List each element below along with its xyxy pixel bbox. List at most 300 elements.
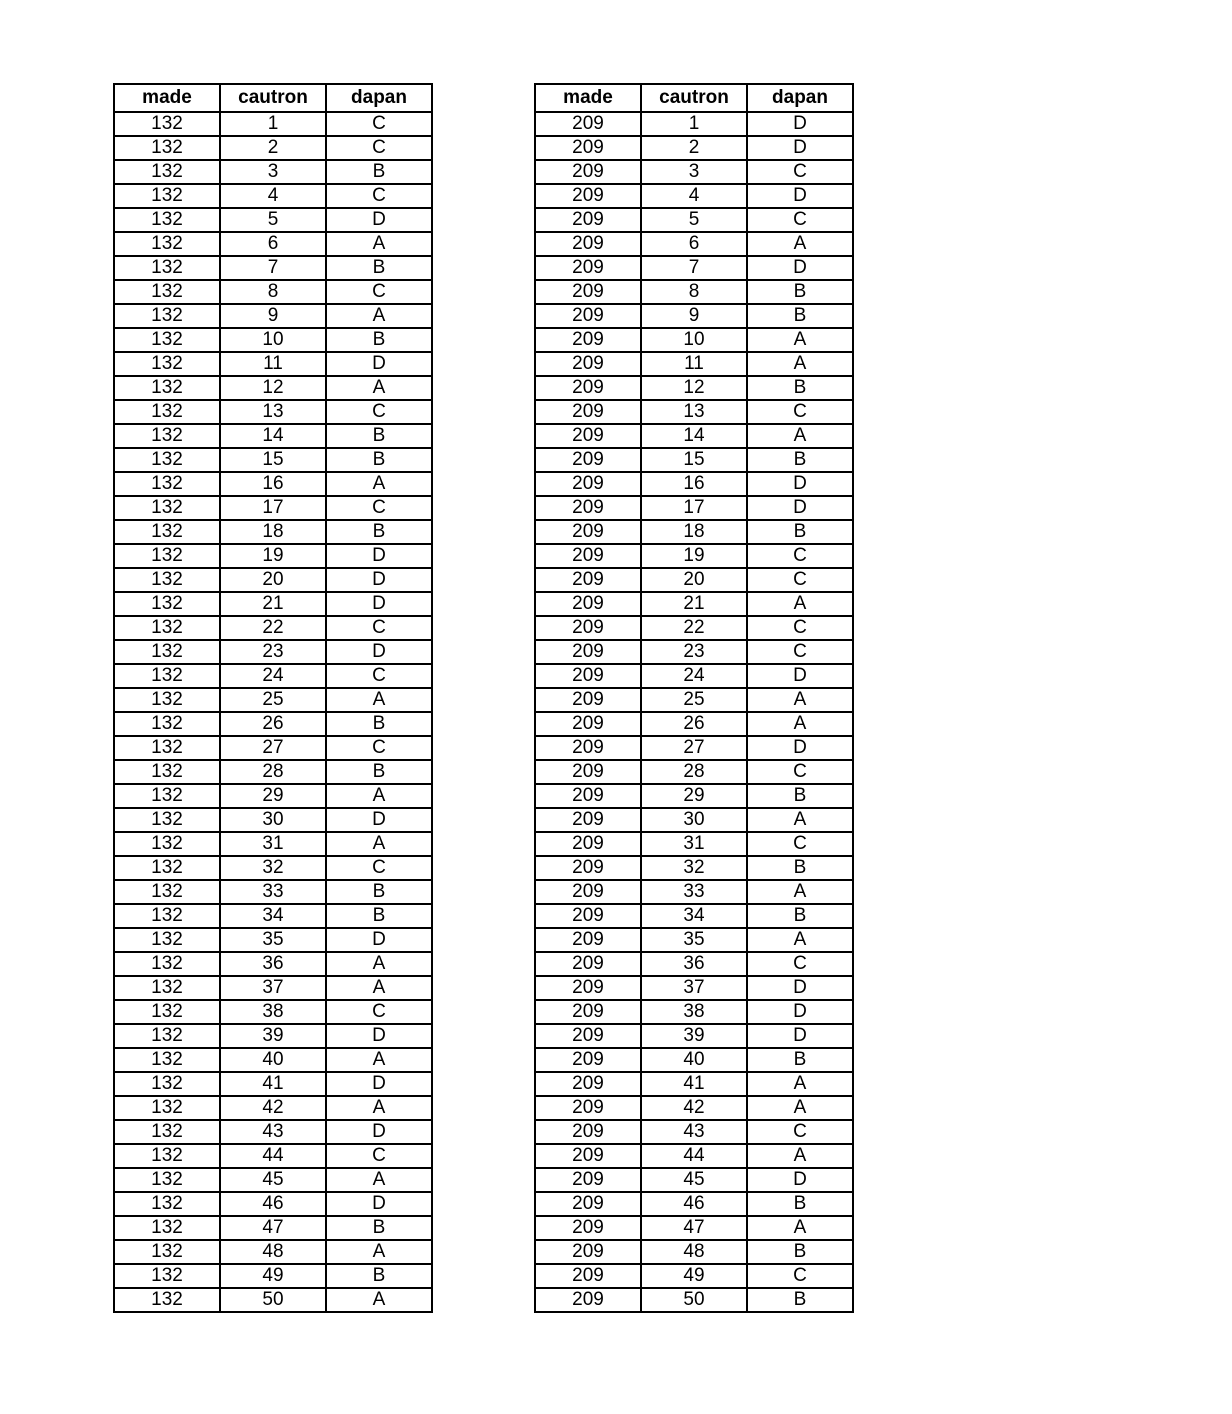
cell-made: 209 — [535, 280, 641, 304]
cell-made: 132 — [114, 1000, 220, 1024]
table-row — [535, 1288, 853, 1312]
cell-made: 132 — [114, 928, 220, 952]
header-cautron: cautron — [220, 84, 326, 112]
cell-dapan: A — [326, 232, 432, 256]
cell-cautron: 38 — [220, 1000, 326, 1024]
cell-cautron: 43 — [641, 1120, 747, 1144]
cell-cautron: 43 — [220, 1120, 326, 1144]
cell-made: 132 — [114, 1192, 220, 1216]
table-header-row — [535, 84, 853, 112]
table-row — [114, 856, 432, 880]
cell-cautron: 15 — [220, 448, 326, 472]
cell-dapan: D — [326, 352, 432, 376]
cell-made: 209 — [535, 328, 641, 352]
table-row — [114, 496, 432, 520]
table-row — [114, 112, 432, 136]
table-row — [114, 1120, 432, 1144]
cell-made: 209 — [535, 256, 641, 280]
table-row — [535, 1024, 853, 1048]
cell-cautron: 27 — [220, 736, 326, 760]
cell-dapan: C — [326, 136, 432, 160]
cell-made: 132 — [114, 904, 220, 928]
cell-made: 209 — [535, 208, 641, 232]
cell-made: 132 — [114, 1216, 220, 1240]
cell-made: 209 — [535, 856, 641, 880]
cell-dapan: C — [747, 1120, 853, 1144]
cell-dapan: C — [747, 1264, 853, 1288]
cell-cautron: 14 — [641, 424, 747, 448]
cell-cautron: 47 — [220, 1216, 326, 1240]
table-row — [114, 664, 432, 688]
table-row — [114, 1000, 432, 1024]
cell-made: 209 — [535, 1120, 641, 1144]
cell-dapan: C — [326, 1144, 432, 1168]
table-row — [535, 448, 853, 472]
cell-cautron: 24 — [641, 664, 747, 688]
cell-cautron: 10 — [220, 328, 326, 352]
cell-cautron: 21 — [641, 592, 747, 616]
cell-dapan: C — [326, 400, 432, 424]
cell-cautron: 17 — [641, 496, 747, 520]
cell-cautron: 50 — [220, 1288, 326, 1312]
cell-made: 132 — [114, 1120, 220, 1144]
cell-made: 132 — [114, 256, 220, 280]
cell-dapan: B — [747, 1288, 853, 1312]
cell-made: 209 — [535, 400, 641, 424]
cell-dapan: D — [747, 256, 853, 280]
cell-cautron: 11 — [641, 352, 747, 376]
cell-dapan: D — [747, 136, 853, 160]
table-row — [535, 1240, 853, 1264]
cell-cautron: 12 — [220, 376, 326, 400]
cell-dapan: D — [326, 1072, 432, 1096]
table-row — [535, 1264, 853, 1288]
cell-cautron: 8 — [220, 280, 326, 304]
cell-dapan: C — [747, 640, 853, 664]
cell-cautron: 14 — [220, 424, 326, 448]
table-row — [535, 1096, 853, 1120]
cell-dapan: A — [326, 304, 432, 328]
cell-made: 132 — [114, 736, 220, 760]
cell-cautron: 27 — [641, 736, 747, 760]
cell-dapan: A — [747, 232, 853, 256]
cell-cautron: 13 — [220, 400, 326, 424]
table-row — [535, 280, 853, 304]
cell-dapan: C — [326, 184, 432, 208]
cell-cautron: 34 — [220, 904, 326, 928]
cell-dapan: B — [326, 880, 432, 904]
cell-cautron: 37 — [220, 976, 326, 1000]
cell-cautron: 29 — [641, 784, 747, 808]
cell-dapan: A — [747, 424, 853, 448]
table-row — [114, 1096, 432, 1120]
table-row — [114, 208, 432, 232]
cell-cautron: 30 — [220, 808, 326, 832]
cell-made: 209 — [535, 352, 641, 376]
cell-dapan: D — [747, 736, 853, 760]
cell-dapan: B — [326, 256, 432, 280]
cell-cautron: 44 — [220, 1144, 326, 1168]
cell-dapan: A — [747, 1144, 853, 1168]
cell-made: 209 — [535, 424, 641, 448]
table-row — [114, 616, 432, 640]
cell-cautron: 49 — [220, 1264, 326, 1288]
cell-cautron: 16 — [641, 472, 747, 496]
cell-cautron: 28 — [220, 760, 326, 784]
cell-cautron: 34 — [641, 904, 747, 928]
table-row — [535, 304, 853, 328]
table-row — [535, 184, 853, 208]
cell-dapan: D — [747, 472, 853, 496]
cell-made: 209 — [535, 496, 641, 520]
cell-dapan: A — [747, 328, 853, 352]
cell-made: 209 — [535, 760, 641, 784]
cell-made: 209 — [535, 160, 641, 184]
cell-made: 132 — [114, 136, 220, 160]
cell-made: 132 — [114, 520, 220, 544]
table-row — [535, 424, 853, 448]
cell-made: 132 — [114, 1264, 220, 1288]
cell-cautron: 32 — [641, 856, 747, 880]
cell-dapan: C — [326, 280, 432, 304]
cell-dapan: B — [326, 760, 432, 784]
cell-cautron: 29 — [220, 784, 326, 808]
cell-dapan: C — [747, 160, 853, 184]
cell-cautron: 24 — [220, 664, 326, 688]
table-row — [114, 976, 432, 1000]
cell-dapan: B — [326, 712, 432, 736]
cell-made: 209 — [535, 688, 641, 712]
table-row — [114, 568, 432, 592]
cell-cautron: 12 — [641, 376, 747, 400]
table-row — [535, 400, 853, 424]
cell-cautron: 7 — [641, 256, 747, 280]
table-row — [535, 616, 853, 640]
cell-made: 209 — [535, 616, 641, 640]
cell-dapan: A — [326, 1288, 432, 1312]
table-row — [114, 448, 432, 472]
cell-dapan: A — [747, 712, 853, 736]
cell-made: 209 — [535, 136, 641, 160]
cell-made: 209 — [535, 1288, 641, 1312]
cell-made: 209 — [535, 1000, 641, 1024]
cell-cautron: 5 — [220, 208, 326, 232]
cell-made: 209 — [535, 832, 641, 856]
cell-made: 132 — [114, 1096, 220, 1120]
cell-cautron: 4 — [220, 184, 326, 208]
cell-made: 209 — [535, 664, 641, 688]
table-row — [114, 376, 432, 400]
cell-dapan: B — [747, 856, 853, 880]
table-row — [114, 1264, 432, 1288]
header-made: made — [114, 84, 220, 112]
cell-dapan: B — [747, 304, 853, 328]
table-row — [114, 832, 432, 856]
table-row — [535, 952, 853, 976]
cell-made: 209 — [535, 640, 641, 664]
table-row — [535, 904, 853, 928]
cell-cautron: 21 — [220, 592, 326, 616]
table-row — [114, 952, 432, 976]
cell-cautron: 7 — [220, 256, 326, 280]
cell-dapan: A — [747, 808, 853, 832]
cell-cautron: 2 — [220, 136, 326, 160]
table-row — [535, 328, 853, 352]
cell-dapan: B — [747, 784, 853, 808]
table-row — [114, 304, 432, 328]
cell-cautron: 42 — [220, 1096, 326, 1120]
cell-made: 132 — [114, 352, 220, 376]
cell-cautron: 48 — [641, 1240, 747, 1264]
cell-made: 132 — [114, 304, 220, 328]
cell-cautron: 39 — [641, 1024, 747, 1048]
cell-made: 132 — [114, 688, 220, 712]
cell-made: 209 — [535, 976, 641, 1000]
cell-made: 132 — [114, 880, 220, 904]
cell-made: 209 — [535, 904, 641, 928]
cell-dapan: B — [747, 280, 853, 304]
cell-made: 132 — [114, 1072, 220, 1096]
table-row — [114, 232, 432, 256]
table-row — [114, 1216, 432, 1240]
cell-cautron: 33 — [641, 880, 747, 904]
cell-made: 209 — [535, 952, 641, 976]
cell-dapan: C — [747, 832, 853, 856]
table-header-row — [114, 84, 432, 112]
cell-dapan: B — [747, 904, 853, 928]
cell-made: 132 — [114, 832, 220, 856]
cell-made: 209 — [535, 304, 641, 328]
cell-dapan: D — [747, 496, 853, 520]
cell-cautron: 9 — [641, 304, 747, 328]
table-row — [535, 112, 853, 136]
cell-made: 209 — [535, 1240, 641, 1264]
table-row — [114, 1192, 432, 1216]
cell-cautron: 5 — [641, 208, 747, 232]
table-body — [114, 112, 432, 1312]
cell-cautron: 22 — [641, 616, 747, 640]
cell-dapan: D — [326, 544, 432, 568]
cell-cautron: 36 — [220, 952, 326, 976]
cell-dapan: A — [747, 880, 853, 904]
cell-cautron: 42 — [641, 1096, 747, 1120]
cell-made: 132 — [114, 856, 220, 880]
cell-made: 132 — [114, 808, 220, 832]
cell-cautron: 30 — [641, 808, 747, 832]
cell-made: 132 — [114, 496, 220, 520]
cell-dapan: A — [326, 832, 432, 856]
cell-dapan: C — [326, 736, 432, 760]
cell-made: 132 — [114, 976, 220, 1000]
cell-made: 132 — [114, 1024, 220, 1048]
table-row — [114, 1240, 432, 1264]
cell-dapan: D — [747, 112, 853, 136]
cell-made: 132 — [114, 1144, 220, 1168]
cell-cautron: 6 — [641, 232, 747, 256]
cell-dapan: B — [747, 520, 853, 544]
cell-dapan: C — [747, 400, 853, 424]
table-row — [535, 808, 853, 832]
cell-cautron: 41 — [220, 1072, 326, 1096]
table-row — [114, 136, 432, 160]
table-row — [114, 160, 432, 184]
table-row — [535, 1192, 853, 1216]
cell-cautron: 25 — [641, 688, 747, 712]
table-row — [114, 592, 432, 616]
header-made: made — [535, 84, 641, 112]
cell-dapan: A — [326, 952, 432, 976]
table-row — [114, 1288, 432, 1312]
cell-made: 132 — [114, 616, 220, 640]
cell-dapan: C — [326, 616, 432, 640]
header-cautron: cautron — [641, 84, 747, 112]
cell-dapan: A — [747, 592, 853, 616]
cell-dapan: A — [747, 352, 853, 376]
cell-dapan: A — [326, 1168, 432, 1192]
cell-made: 209 — [535, 1144, 641, 1168]
cell-dapan: A — [326, 472, 432, 496]
table-row — [535, 544, 853, 568]
cell-dapan: C — [747, 544, 853, 568]
cell-dapan: B — [747, 1240, 853, 1264]
cell-dapan: B — [326, 1216, 432, 1240]
cell-cautron: 8 — [641, 280, 747, 304]
cell-made: 209 — [535, 1072, 641, 1096]
table-row — [114, 400, 432, 424]
cell-dapan: C — [326, 112, 432, 136]
cell-cautron: 32 — [220, 856, 326, 880]
cell-made: 132 — [114, 112, 220, 136]
cell-made: 209 — [535, 1096, 641, 1120]
cell-made: 209 — [535, 784, 641, 808]
table-row — [114, 736, 432, 760]
cell-dapan: C — [747, 952, 853, 976]
cell-dapan: C — [326, 664, 432, 688]
cell-dapan: D — [747, 1168, 853, 1192]
cell-dapan: B — [326, 424, 432, 448]
cell-made: 132 — [114, 784, 220, 808]
cell-cautron: 28 — [641, 760, 747, 784]
table-row — [535, 1048, 853, 1072]
cell-dapan: A — [326, 376, 432, 400]
cell-made: 209 — [535, 736, 641, 760]
table-row — [535, 664, 853, 688]
table-row — [114, 520, 432, 544]
cell-cautron: 20 — [220, 568, 326, 592]
table-row — [535, 232, 853, 256]
cell-cautron: 41 — [641, 1072, 747, 1096]
cell-made: 209 — [535, 568, 641, 592]
cell-dapan: C — [747, 568, 853, 592]
cell-cautron: 50 — [641, 1288, 747, 1312]
cell-made: 132 — [114, 1288, 220, 1312]
cell-made: 209 — [535, 1168, 641, 1192]
cell-made: 132 — [114, 712, 220, 736]
cell-made: 132 — [114, 328, 220, 352]
cell-cautron: 40 — [220, 1048, 326, 1072]
cell-made: 132 — [114, 424, 220, 448]
table-row — [535, 880, 853, 904]
cell-made: 132 — [114, 184, 220, 208]
table-row — [535, 136, 853, 160]
cell-cautron: 15 — [641, 448, 747, 472]
table-row — [114, 808, 432, 832]
cell-made: 209 — [535, 520, 641, 544]
cell-cautron: 19 — [220, 544, 326, 568]
table-row — [114, 1024, 432, 1048]
cell-made: 209 — [535, 376, 641, 400]
cell-cautron: 33 — [220, 880, 326, 904]
cell-made: 132 — [114, 544, 220, 568]
cell-cautron: 46 — [220, 1192, 326, 1216]
cell-cautron: 40 — [641, 1048, 747, 1072]
cell-dapan: A — [326, 976, 432, 1000]
cell-cautron: 36 — [641, 952, 747, 976]
cell-dapan: A — [747, 1096, 853, 1120]
cell-cautron: 46 — [641, 1192, 747, 1216]
table-row — [535, 760, 853, 784]
cell-made: 209 — [535, 592, 641, 616]
cell-made: 209 — [535, 712, 641, 736]
table-row — [535, 928, 853, 952]
cell-dapan: C — [326, 856, 432, 880]
table-row — [114, 784, 432, 808]
cell-made: 132 — [114, 568, 220, 592]
cell-made: 132 — [114, 208, 220, 232]
cell-dapan: A — [747, 1216, 853, 1240]
cell-made: 209 — [535, 880, 641, 904]
cell-cautron: 23 — [220, 640, 326, 664]
cell-cautron: 48 — [220, 1240, 326, 1264]
table-row — [114, 352, 432, 376]
cell-cautron: 22 — [220, 616, 326, 640]
table-row — [114, 424, 432, 448]
table-row — [535, 592, 853, 616]
cell-made: 132 — [114, 448, 220, 472]
cell-cautron: 26 — [641, 712, 747, 736]
table-row — [535, 976, 853, 1000]
table-row — [114, 472, 432, 496]
cell-cautron: 31 — [641, 832, 747, 856]
cell-made: 132 — [114, 376, 220, 400]
cell-cautron: 39 — [220, 1024, 326, 1048]
cell-cautron: 4 — [641, 184, 747, 208]
cell-cautron: 1 — [220, 112, 326, 136]
cell-cautron: 11 — [220, 352, 326, 376]
cell-cautron: 44 — [641, 1144, 747, 1168]
cell-cautron: 31 — [220, 832, 326, 856]
cell-cautron: 10 — [641, 328, 747, 352]
cell-cautron: 23 — [641, 640, 747, 664]
cell-dapan: D — [326, 568, 432, 592]
cell-made: 209 — [535, 808, 641, 832]
table-row — [535, 256, 853, 280]
table-row — [535, 736, 853, 760]
table-row — [114, 904, 432, 928]
table-row — [535, 520, 853, 544]
cell-dapan: D — [326, 1120, 432, 1144]
cell-dapan: B — [747, 376, 853, 400]
cell-dapan: B — [747, 448, 853, 472]
header-dapan: dapan — [747, 84, 853, 112]
cell-dapan: A — [747, 928, 853, 952]
cell-made: 132 — [114, 952, 220, 976]
cell-cautron: 18 — [641, 520, 747, 544]
cell-dapan: C — [326, 496, 432, 520]
cell-cautron: 13 — [641, 400, 747, 424]
cell-cautron: 38 — [641, 1000, 747, 1024]
cell-made: 209 — [535, 1048, 641, 1072]
